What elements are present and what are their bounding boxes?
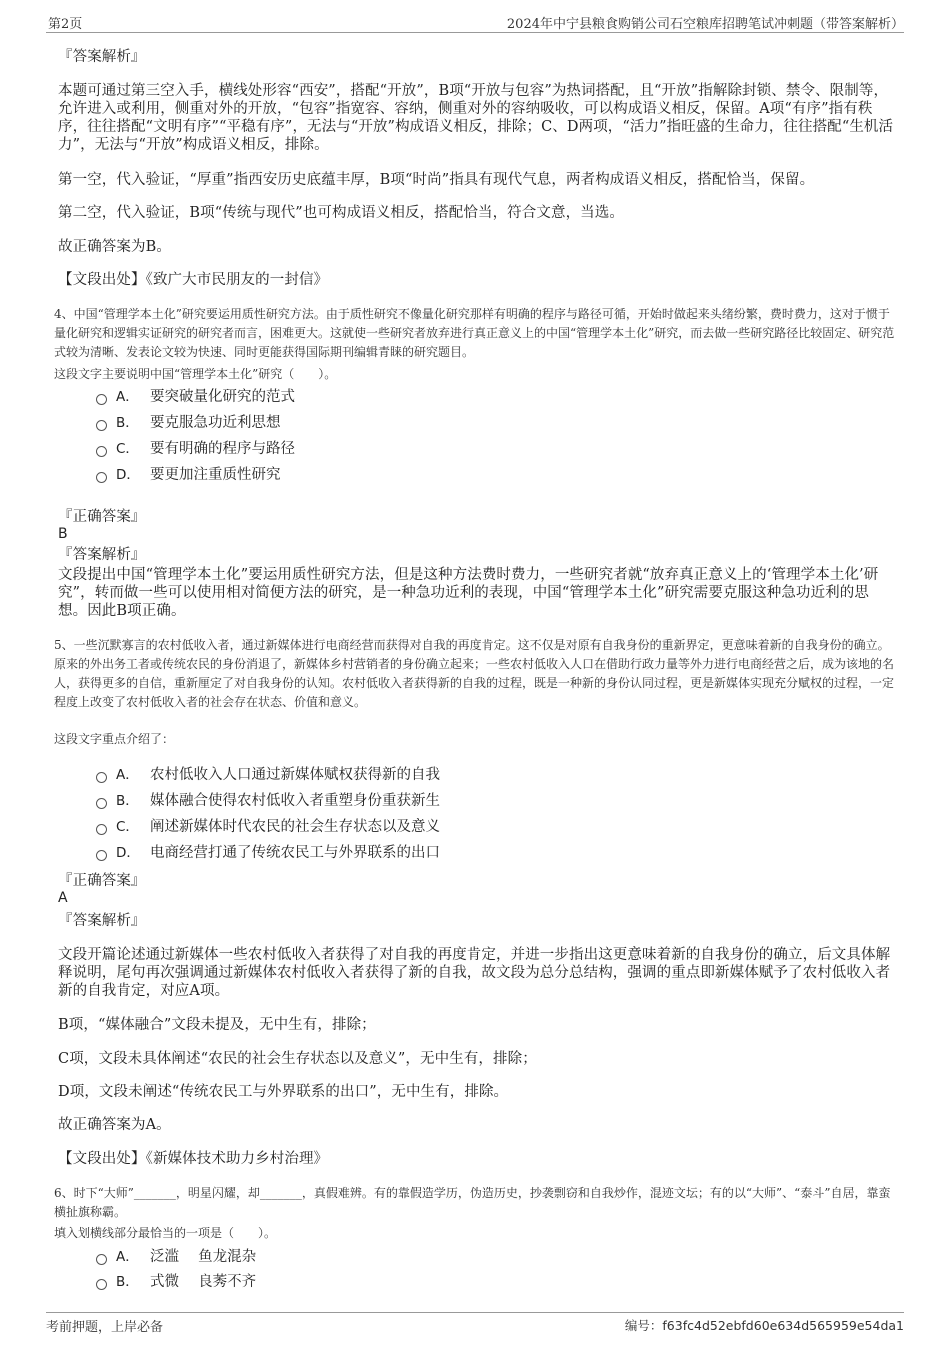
q5-correct-answer: A xyxy=(58,890,68,906)
page-header xyxy=(46,10,904,33)
q6-stem: 6、时下“大师”_______，明星闪耀，却_______，真假难辨。有的靠假造学历，伪造历史，抄袭剽窃和自我炒作，混迹文坛；有的以“大师”、“泰斗”自居，靠蛮横扯旗称霸。 xyxy=(54,1186,891,1219)
q5-analysis-c: C项，文段未具体阐述“农民的社会生存状态以及意义”，无中生有，排除； xyxy=(58,1051,537,1067)
document-id: 编号：f63fc4d52ebfd60e634d565959e54da1 xyxy=(624,1318,904,1333)
radio-icon[interactable] xyxy=(96,850,107,861)
page-footer xyxy=(46,1312,904,1337)
q3-analysis-label: 『答案解析』 xyxy=(58,49,146,65)
page-number: 第2页 xyxy=(48,17,83,32)
radio-icon[interactable] xyxy=(96,1254,107,1265)
radio-icon[interactable] xyxy=(96,772,107,783)
q6-option-a[interactable]: A． 泛滥 鱼龙混杂 xyxy=(96,1248,256,1266)
q5-analysis: 文段开篇论述通过新媒体一些农村低收入者获得了对自我的再度肯定，并进一步指出这更意味着新的自我身份的确立，后文具体解释说明，尾句再次强调通过新媒体农村低收入者获得了新的自我，故文段为总分总结构，强调的重点即新媒体赋予了农村低收入者新的自我肯定，对应A项。 xyxy=(58,947,891,999)
q4-option-c[interactable]: C． 要有明确的程序与路径 xyxy=(96,440,295,458)
q4-option-a[interactable]: A． 要突破量化研究的范式 xyxy=(96,388,295,406)
q5-stem: 5、一些沉默寡言的农村低收入者，通过新媒体进行电商经营而获得对自我的再度肯定。这不仅是对原有自我身份的重新界定，更意味着新的自我身份的确立。原来的外出务工者或传统农民的身份消退了，新媒体乡村营销者的身份确立起来；一些农村低收入人口在借助行政力量等外力进行电商经营之后，成为该地的名人，获得更多的自信，重新厘定了对自我身份的认知。农村低收入者获得新的自我的过程，既是一种新的身份认同过程，更是新媒体实现充分赋权的过程，一定程度上改变了农村低收入者的社会存在状态、价值和意义。 xyxy=(54,638,895,709)
q4-question: 这段文字主要说明中国“管理学本土化”研究（ ）。 xyxy=(54,367,337,381)
q5-question: 这段文字重点介绍了： xyxy=(54,732,175,746)
radio-icon[interactable] xyxy=(96,394,107,405)
radio-icon[interactable] xyxy=(96,472,107,483)
q4-correct-label: 『正确答案』 xyxy=(58,509,146,525)
q6-question: 填入划横线部分最恰当的一项是（ ）。 xyxy=(54,1226,277,1240)
q5-analysis-d: D项，文段未阐述“传统农民工与外界联系的出口”，无中生有，排除。 xyxy=(58,1084,509,1100)
q5-analysis-label: 『答案解析』 xyxy=(58,913,146,929)
q3-analysis-para4: 故正确答案为B。 xyxy=(58,239,171,255)
q4-option-d[interactable]: D． 要更加注重质性研究 xyxy=(96,466,281,484)
q4-stem: 4、中国“管理学本土化”研究要运用质性研究方法。由于质性研究不像量化研究那样有明确的程序与路径可循，开始时做起来头绪纷繁，费时费力，这对于惯于量化研究和逻辑实证研究的研究者而言，困难更大。这就使一些研究者放弃进行真正意义上的中国“管理学本土化”研究，而去做一些研究路径比较固定、研究范式较为清晰、发表论文较为快速、同时更能获得国际期刊编辑青睐的研究题目。 xyxy=(54,307,895,359)
radio-icon[interactable] xyxy=(96,798,107,809)
q3-analysis-para2: 第一空，代入验证，“厚重”指西安历史底蕴丰厚，B项“时尚”指具有现代气息，两者构成语义相反，搭配恰当，保留。 xyxy=(58,172,815,188)
q4-option-b[interactable]: B． 要克服急功近利思想 xyxy=(96,414,281,432)
q4-correct-answer: B xyxy=(58,526,68,542)
radio-icon[interactable] xyxy=(96,420,107,431)
q5-correct-label: 『正确答案』 xyxy=(58,873,146,889)
q5-option-b[interactable]: B． 媒体融合使得农村低收入者重塑身份重获新生 xyxy=(96,792,440,810)
q3-analysis-para1: 本题可通过第三空入手，横线处形容“西安”，搭配“开放”，B项“开放与包容”为热词搭配，且“开放”指解除封锁、禁令、限制等，允许进入或利用，侧重对外的开放，“包容”指宽容、容纳，侧重对外的容纳吸收，可以构成语义相反，保留。A项“有序”指有秩序，往往搭配“文明有序”“平稳有序”，无法与“开放”构成语义相反，排除；C、D两项，“活力”指旺盛的生命力，往往搭配“生机活力”，无法与“开放”构成语义相反，排除。 xyxy=(58,83,894,153)
q3-analysis-para3: 第二空，代入验证，B项“传统与现代”也可构成语义相反，搭配恰当，符合文意，当选。 xyxy=(58,205,624,221)
q5-conclusion: 故正确答案为A。 xyxy=(58,1117,171,1133)
footer-slogan: 考前押题，上岸必备 xyxy=(46,1320,164,1335)
radio-icon[interactable] xyxy=(96,446,107,457)
q5-option-d[interactable]: D． 电商经营打通了传统农民工与外界联系的出口 xyxy=(96,844,440,862)
q5-option-c[interactable]: C． 阐述新媒体时代农民的社会生存状态以及意义 xyxy=(96,818,440,836)
q4-analysis: 文段提出中国“管理学本土化”要运用质性研究方法，但是这种方法费时费力，一些研究者就“放弃真正意义上的‘管理学本土化’研究”，转而做一些可以使用相对简便方法的研究，是一种急功近利的表现，中国“管理学本土化”研究需要克服这种急功近利的思想。因此B项正确。 xyxy=(58,567,879,619)
q5-source: 【文段出处】《新媒体技术助力乡村治理》 xyxy=(58,1151,329,1167)
document-title: 2024年中宁县粮食购销公司石空粮库招聘笔试冲刺题（带答案解析） xyxy=(506,17,904,32)
q3-source: 【文段出处】《致广大市民朋友的一封信》 xyxy=(58,272,329,288)
q5-option-a[interactable]: A． 农村低收入人口通过新媒体赋权获得新的自我 xyxy=(96,766,440,784)
q4-analysis-label: 『答案解析』 xyxy=(58,547,146,563)
radio-icon[interactable] xyxy=(96,824,107,835)
q5-analysis-b: B项，“媒体融合”文段未提及，无中生有，排除； xyxy=(58,1017,376,1033)
radio-icon[interactable] xyxy=(96,1279,107,1290)
q6-option-b[interactable]: B． 式微 良莠不齐 xyxy=(96,1273,256,1291)
